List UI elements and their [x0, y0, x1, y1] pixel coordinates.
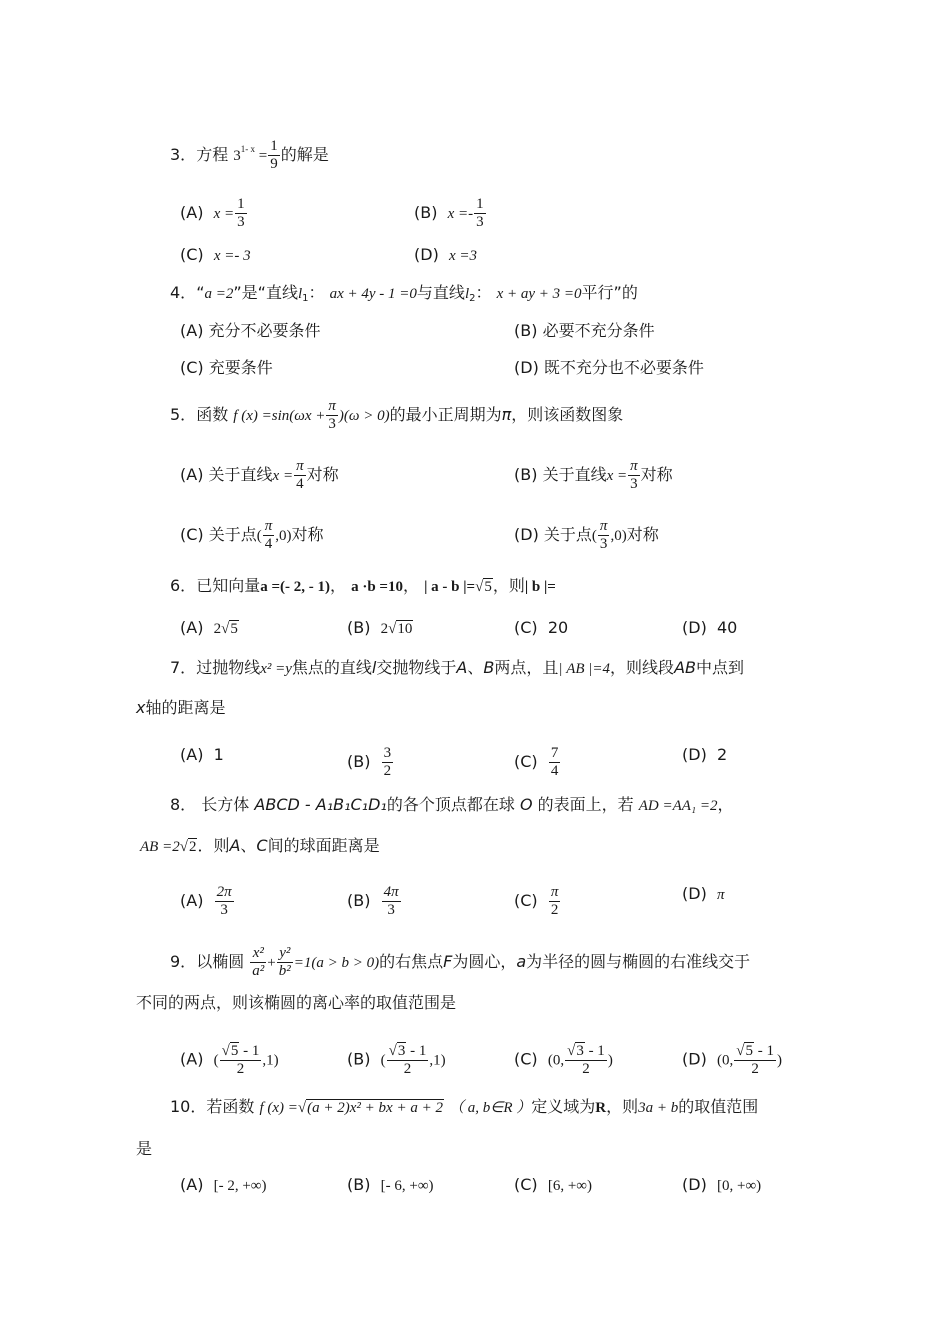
q6-option-c[interactable]: (C) 20	[514, 618, 569, 637]
q4-option-c[interactable]: (C) 充要条件	[180, 358, 273, 377]
q10-option-c[interactable]: (C) [6, +∞)	[514, 1175, 592, 1194]
q6-option-a[interactable]: (A) 2√5	[180, 618, 238, 637]
q4-option-b[interactable]: (B) 必要不充分条件	[514, 321, 655, 340]
q9-option-c[interactable]: (C) (0, $\frac{√3 - 1}{2}$ )	[514, 1043, 613, 1077]
q9-stem-line2: 不同的两点，则该椭圆的离心率的取值范围是	[136, 993, 457, 1012]
q10-option-b[interactable]: (B) [- 6, +∞)	[347, 1175, 434, 1194]
q8-option-c[interactable]: (C) $\frac{\pi}{2}$	[514, 884, 559, 918]
q9-stem: 9．以椭圆 $\frac{\text{x²}}{\text{a²}}$ + $\frac{\text{y²}}{\text{b²}}$ =1(a > b > 0)的右焦点F为圆心，a为半径的圆与椭圆的右准线交于	[170, 945, 751, 979]
q3-option-a[interactable]: (A) x = $\frac{1}{3}$	[180, 196, 245, 230]
q5-option-b[interactable]: (B) 关于直线x = $\frac{\pi}{3}$ 对称	[514, 458, 673, 492]
q6-stem: 6．已知向量a =(- 2, - 1)， a ·b =10， | a - b |=√5，则| b |=	[170, 576, 556, 595]
q8-option-d[interactable]: (D) π	[682, 884, 725, 903]
q4-option-a[interactable]: (A) 充分不必要条件	[180, 321, 321, 340]
q3-option-c[interactable]: (C) x =- 3	[180, 245, 251, 264]
q6-option-d[interactable]: (D) 40	[682, 618, 738, 637]
q10-stem-line2: 是	[136, 1139, 153, 1158]
q8-option-a[interactable]: (A) $\frac{2\pi}{3}$	[180, 884, 232, 918]
q3-stem: 3．方程 $3^{1- x}$ = $\frac{1}{9}$ 的解是	[170, 138, 329, 172]
q5-option-d[interactable]: (D) 关于点( $\frac{\pi}{3}$ ,0)对称	[514, 518, 659, 552]
q5-stem: 5．函数 f (x) =sin(ωx + $\frac{\pi}{3}$ )(ω > 0)的最小正周期为π，则该函数图象	[170, 398, 624, 432]
q7-stem: 7．过抛物线x² =y焦点的直线l交抛物线于A、B两点，且| AB |=4，则线段AB中点到	[170, 658, 744, 677]
q7-option-d[interactable]: (D) 2	[682, 745, 728, 764]
q8-stem-line2: AB =2√2．则A、C间的球面距离是	[140, 836, 380, 855]
q7-option-a[interactable]: (A) 1	[180, 745, 224, 764]
q9-option-d[interactable]: (D) (0, $\frac{√5 - 1}{2}$ )	[682, 1043, 782, 1077]
q10-option-a[interactable]: (A) [- 2, +∞)	[180, 1175, 267, 1194]
q7-stem-line2: x轴的距离是	[136, 698, 226, 717]
q3-option-d[interactable]: (D) x =3	[414, 245, 478, 264]
q8-stem: 8． 长方体 ABCD - A₁B₁C₁D₁的各个顶点都在球 O 的表面上，若 AD =AA₁ =2，	[170, 795, 734, 814]
q7-option-c[interactable]: (C) $\frac{7}{4}$	[514, 745, 559, 779]
q4-option-d[interactable]: (D) 既不充分也不必要条件	[514, 358, 704, 377]
q3-option-b[interactable]: (B) x =- $\frac{1}{3}$	[414, 196, 484, 230]
q9-option-a[interactable]: (A) ( $\frac{√5 - 1}{2}$ ,1)	[180, 1043, 279, 1077]
q6-option-b[interactable]: (B) 2√10	[347, 618, 413, 637]
q5-option-a[interactable]: (A) 关于直线x = $\frac{\pi}{4}$ 对称	[180, 458, 339, 492]
q7-option-b[interactable]: (B) $\frac{3}{2}$	[347, 745, 392, 779]
q9-option-b[interactable]: (B) ( $\frac{√3 - 1}{2}$ ,1)	[347, 1043, 446, 1077]
q10-option-d[interactable]: (D) [0, +∞)	[682, 1175, 762, 1194]
q8-option-b[interactable]: (B) $\frac{4\pi}{3}$	[347, 884, 399, 918]
q4-stem: 4．“a =2”是“直线$l_1$： ax + 4y - 1 =0与直线$l_2$： x + ay + 3 =0平行”的	[170, 283, 638, 304]
q5-option-c[interactable]: (C) 关于点( $\frac{\pi}{4}$ ,0)对称	[180, 518, 324, 552]
q10-stem: 10．若函数 f (x) =√(a + 2)x² + bx + a + 2 （ a, b∈R ）定义域为R，则3a + b的取值范围	[170, 1097, 759, 1116]
